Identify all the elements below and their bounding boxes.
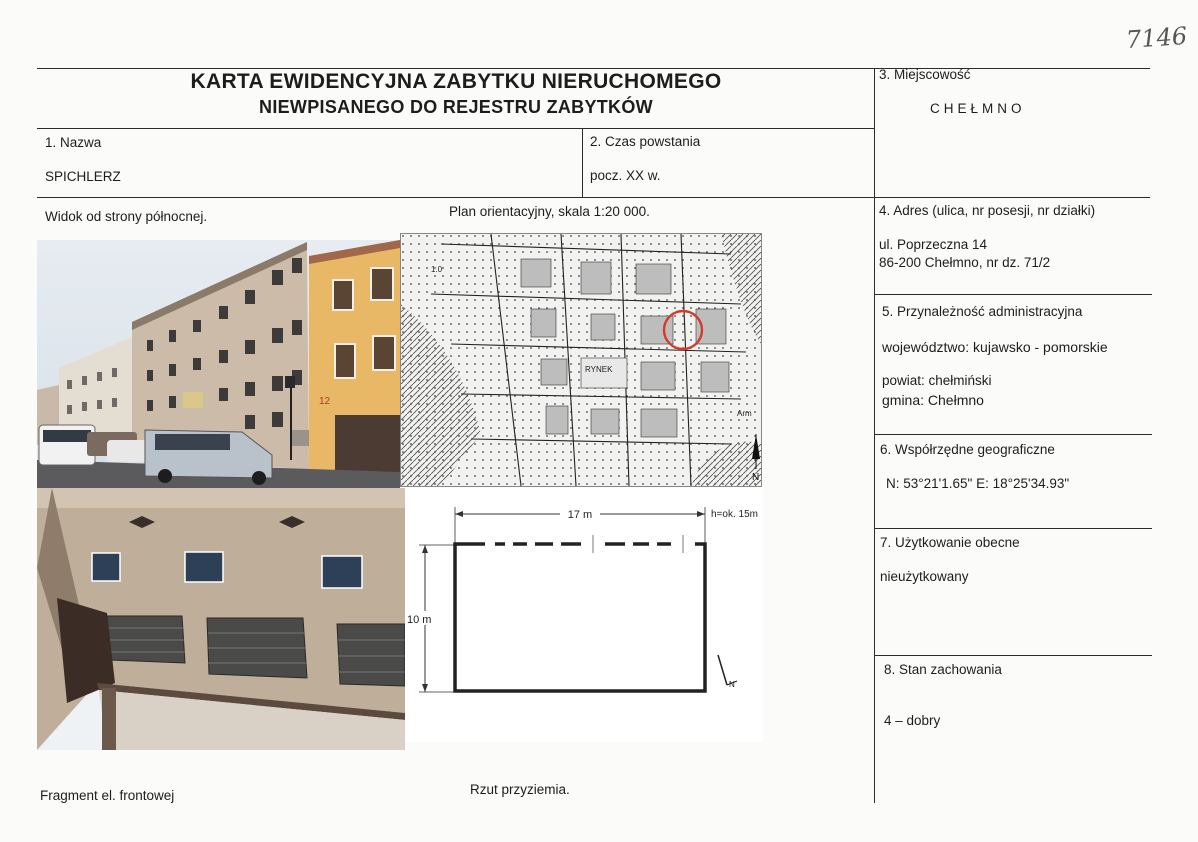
- handwritten-number: 7146: [1125, 21, 1188, 55]
- adres-line1: ul. Poprzeczna 14: [879, 237, 988, 252]
- divider-7: [874, 528, 1152, 529]
- map-arm-label: Arm: [737, 409, 752, 418]
- floor-plan-drawing: [405, 487, 763, 742]
- title-divider: [37, 128, 874, 129]
- adres-label: 4. Adres (ulica, nr posesji, nr działki): [879, 203, 1096, 218]
- map-rynek-label: RYNEK: [585, 365, 613, 374]
- facade-fragment-photo: [37, 488, 405, 750]
- top-border: [37, 68, 1150, 69]
- map-north-label: N: [752, 472, 760, 483]
- wspolrzedne-value: N: 53°21'1.65" E: 18°25'34.93": [886, 476, 1070, 491]
- row-divider: [37, 197, 1150, 198]
- floor-height-note: h=ok. 15m: [711, 509, 758, 520]
- divider-8: [874, 655, 1152, 656]
- stan-value: 4 – dobry: [884, 713, 941, 728]
- przynaleznosc-label: 5. Przynależność administracyjna: [882, 304, 1083, 319]
- uzytkowanie-value: nieużytkowany: [880, 569, 969, 584]
- floor-north-label: N: [729, 680, 735, 689]
- miejscowosc-label: 3. Miejscowość: [879, 67, 971, 82]
- czas-label: 2. Czas powstania: [590, 134, 701, 149]
- caption-fragment: Fragment el. frontowej: [40, 788, 175, 803]
- czas-value: pocz. XX w.: [590, 168, 661, 183]
- street-view-photo: [37, 240, 400, 488]
- wojewodztwo-value: województwo: kujawsko - pomorskie: [882, 339, 1108, 355]
- adres-line2: 86-200 Chełmno, nr dz. 71/2: [879, 255, 1051, 270]
- card-title-line2: NIEWPISANEGO DO REJESTRU ZABYTKÓW: [259, 97, 653, 117]
- main-column-divider: [874, 68, 875, 803]
- nazwa-label: 1. Nazwa: [45, 135, 102, 150]
- orientation-map: [400, 233, 762, 487]
- wspolrzedne-label: 6. Współrzędne geograficzne: [880, 442, 1055, 457]
- gmina-value: gmina: Chełmno: [882, 392, 984, 408]
- powiat-value: powiat: chełmiński: [882, 373, 992, 388]
- building-number: 12: [319, 396, 331, 407]
- uzytkowanie-label: 7. Użytkowanie obecne: [880, 535, 1020, 550]
- nazwa-value: SPICHLERZ: [45, 169, 121, 184]
- card-title-line1: KARTA EWIDENCYJNA ZABYTKU NIERUCHOMEGO: [190, 70, 722, 93]
- caption-plan: Plan orientacyjny, skala 1:20 000.: [449, 204, 650, 219]
- caption-widok: Widok od strony północnej.: [45, 209, 208, 224]
- divider-5: [874, 294, 1152, 295]
- stan-label: 8. Stan zachowania: [884, 662, 1002, 677]
- floor-width-label: 17 m: [567, 509, 593, 521]
- map-corner-label: 1.0: [431, 265, 443, 274]
- caption-rzut: Rzut przyziemia.: [470, 782, 570, 797]
- name-date-divider: [582, 128, 583, 197]
- miejscowosc-value: CHEŁMNO: [930, 101, 1026, 116]
- floor-depth-label: 10 m: [407, 614, 432, 626]
- divider-6: [874, 434, 1152, 435]
